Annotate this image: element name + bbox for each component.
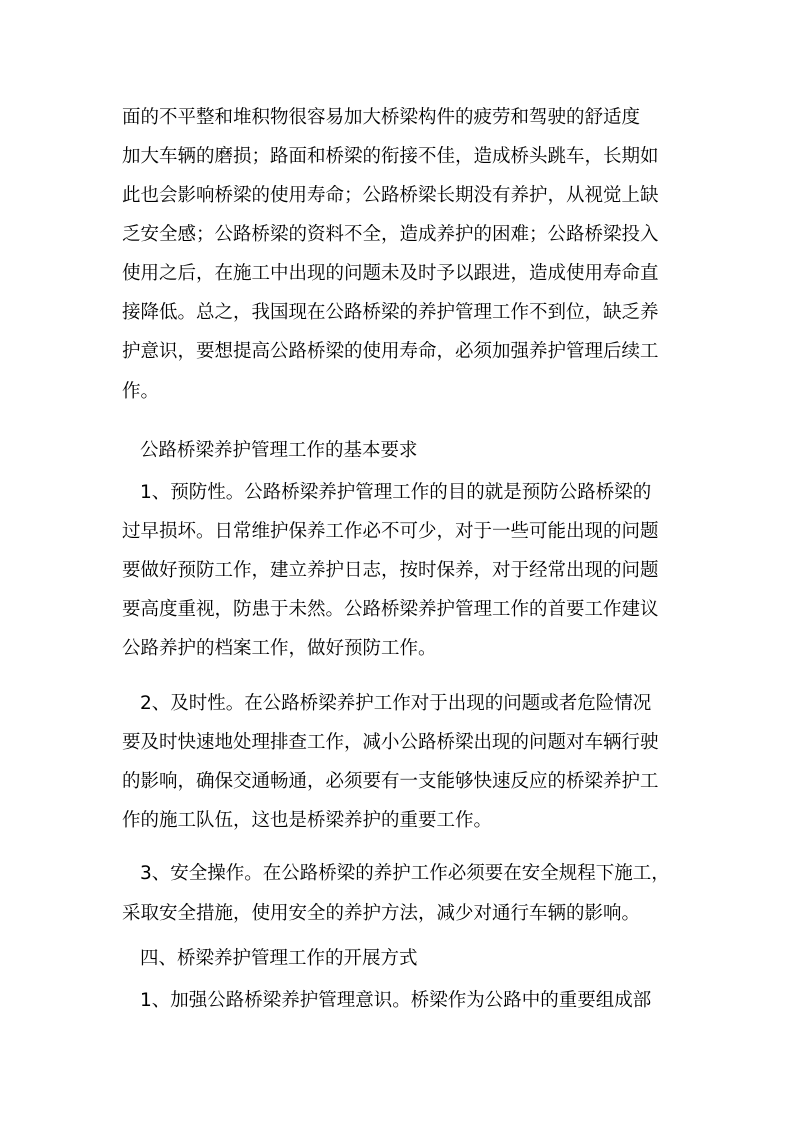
text-line: 要及时快速地处理排查工作，减小公路桥梁出现的问题对车辆行驶 xyxy=(122,732,659,753)
text-line: 接降低。总之，我国现在公路桥梁的养护管理工作不到位，缺乏养 xyxy=(122,302,659,323)
section-heading: 公路桥梁养护管理工作的基本要求 xyxy=(140,440,418,461)
text-line: 1、加强公路桥梁养护管理意识。桥梁作为公路中的重要组成部 xyxy=(140,990,652,1011)
text-line: 作的施工队伍，这也是桥梁养护的重要工作。 xyxy=(122,810,493,831)
text-line: 2、及时性。在公路桥梁养护工作对于出现的问题或者危险情况 xyxy=(140,693,652,714)
text-line: 的影响，确保交通畅通，必须要有一支能够快速反应的桥梁养护工 xyxy=(122,771,659,792)
text-line: 过早损坏。日常维护保养工作必不可少，对于一些可能出现的问题 xyxy=(122,521,659,542)
text-line: 使用之后，在施工中出现的问题未及时予以跟进，造成使用寿命直 xyxy=(122,263,659,284)
text-line: 作。 xyxy=(122,381,160,402)
text-line: 公路养护的档案工作，做好预防工作。 xyxy=(122,638,437,659)
text-line: 面的不平整和堆积物很容易加大桥梁构件的疲劳和驾驶的舒适度 xyxy=(122,107,641,128)
text-line: 要高度重视，防患于未然。公路桥梁养护管理工作的首要工作建议 xyxy=(122,599,659,620)
text-line: 护意识，要想提高公路桥梁的使用寿命，必须加强养护管理后续工 xyxy=(122,341,659,362)
text-line: 要做好预防工作，建立养护日志，按时保养，对于经常出现的问题 xyxy=(122,560,659,581)
text-line: 3、安全操作。在公路桥梁的养护工作必须要在安全规程下施工， xyxy=(140,863,670,884)
text-line: 此也会影响桥梁的使用寿命；公路桥梁长期没有养护，从视觉上缺 xyxy=(122,185,659,206)
text-line: 1、预防性。公路桥梁养护管理工作的目的就是预防公路桥梁的 xyxy=(140,482,652,503)
text-line: 加大车辆的磨损；路面和桥梁的衔接不佳，造成桥头跳车，长期如 xyxy=(122,146,659,167)
text-line: 乏安全感；公路桥梁的资料不全，造成养护的困难；公路桥梁投入 xyxy=(122,224,659,245)
text-line: 采取安全措施，使用安全的养护方法，减少对通行车辆的影响。 xyxy=(122,903,641,924)
section-heading: 四、桥梁养护管理工作的开展方式 xyxy=(140,948,418,969)
